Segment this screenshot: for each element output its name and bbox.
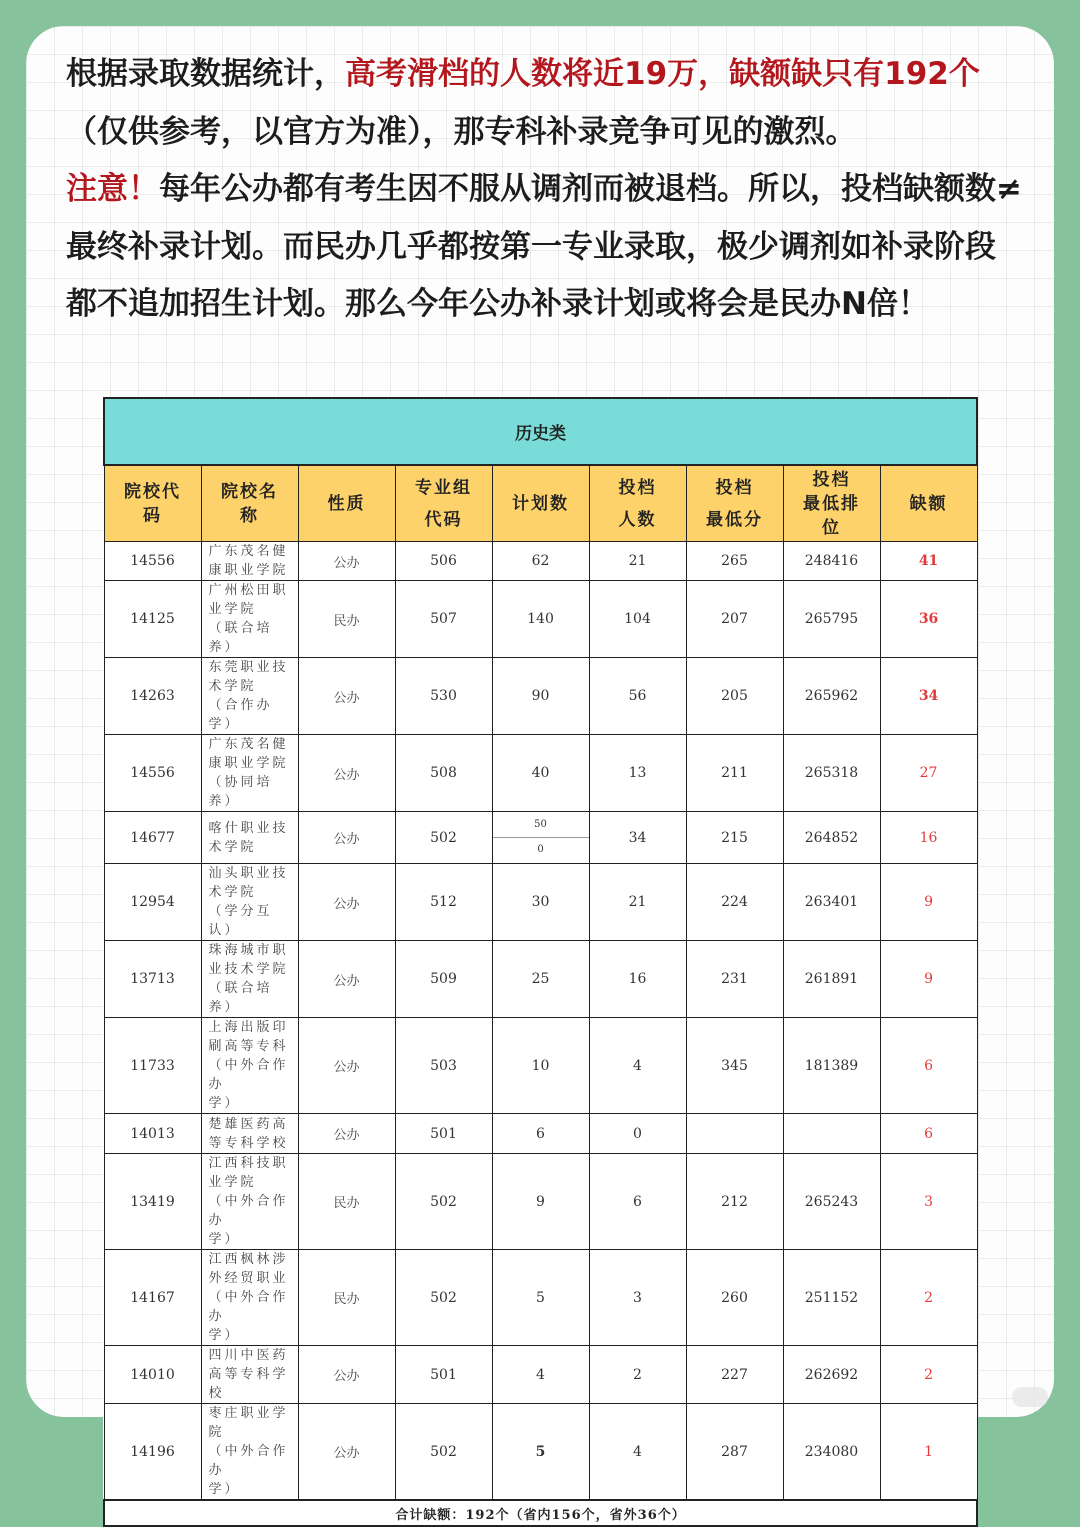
school-name-line: 术学院: [208, 839, 257, 855]
cell-nature: 公办: [298, 735, 395, 812]
cell-group-code: 502: [395, 1154, 492, 1250]
table-row: [104, 1404, 977, 1501]
cell-min-rank: 262692: [783, 1346, 880, 1404]
cell-group-code: 501: [395, 1114, 492, 1154]
cell-min-rank: 248416: [783, 542, 880, 581]
cell-gap: 6: [880, 1018, 977, 1114]
table-row: [104, 658, 977, 735]
cell-admit: 0: [589, 1114, 686, 1154]
header-group: 专业组 代码: [395, 465, 492, 542]
school-name-line: （协同培养）: [208, 775, 273, 809]
table-row: [104, 542, 977, 581]
cell-admit: 2: [589, 1346, 686, 1404]
cell-plan: 10: [492, 1018, 589, 1114]
cell-nature: 公办: [298, 941, 395, 1018]
cell-min-score: 265: [686, 542, 783, 581]
table-row: [104, 864, 977, 941]
cell-plan: 4: [492, 1346, 589, 1404]
school-name-line: 江西枫林涉: [208, 1252, 289, 1267]
cell-gap: 1: [880, 1404, 977, 1501]
school-name-line: 汕头职业技: [208, 866, 289, 881]
intro-p1-highlight: 高考滑档的人数将近19万，缺额缺只有192个: [345, 56, 980, 92]
cell-min-score: 345: [686, 1018, 783, 1114]
school-name-line: （学分互认）: [208, 904, 273, 938]
school-name-line: 术学院: [208, 679, 257, 694]
school-name-line: （合作办学）: [208, 698, 273, 732]
school-name-line: 四川中医药: [208, 1348, 289, 1363]
cell-plan: 62: [492, 542, 589, 581]
cell-code: 11733: [104, 1018, 201, 1114]
school-name-line: 业学院: [208, 602, 257, 617]
header-minrank: 投档 最低排 位: [783, 465, 880, 542]
cell-group-code: 509: [395, 941, 492, 1018]
cell-nature: 公办: [298, 864, 395, 941]
school-name-line: 院: [208, 1425, 225, 1440]
cell-group-code: 502: [395, 1250, 492, 1346]
admission-table: [103, 397, 978, 1527]
cell-code: 14010: [104, 1346, 201, 1404]
intro-text: [66, 46, 1026, 334]
school-name-line: 康职业学院: [208, 563, 289, 578]
intro-paragraph-1: [66, 46, 1026, 161]
cell-gap: 27: [880, 735, 977, 812]
cell-gap: 2: [880, 1346, 977, 1404]
cell-gap: 2: [880, 1250, 977, 1346]
cell-code: 14556: [104, 735, 201, 812]
cell-group-code: 507: [395, 581, 492, 658]
cell-min-rank: 261891: [783, 941, 880, 1018]
cell-nature: 公办: [298, 658, 395, 735]
cell-min-rank: [783, 1114, 880, 1154]
cell-gap: 9: [880, 941, 977, 1018]
watermark-badge: [1012, 1387, 1048, 1407]
cell-nature: 公办: [298, 1404, 395, 1501]
cell-code: 14556: [104, 542, 201, 581]
school-name-line: 广东茂名健: [208, 737, 289, 752]
cell-gap: 9: [880, 864, 977, 941]
cell-code: 14677: [104, 812, 201, 864]
cell-nature: 公办: [298, 542, 395, 581]
school-name-line: （中外合作办: [208, 1194, 289, 1228]
header-admit: 投档 人数: [589, 465, 686, 542]
cell-min-score: 224: [686, 864, 783, 941]
school-name-line: 刷高等专科: [208, 1039, 289, 1054]
cell-min-rank: 234080: [783, 1404, 880, 1501]
intro-p1-a: 根据录取数据统计，: [66, 56, 345, 92]
cell-code: 14196: [104, 1404, 201, 1501]
intro-paragraph-2: [66, 161, 1026, 334]
cell-plan: 6: [492, 1114, 589, 1154]
school-name-line: 喀什职业技: [208, 820, 289, 836]
cell-min-score: 205: [686, 658, 783, 735]
table-total: 合计缺额：192个（省内156个，省外36个）: [104, 1500, 977, 1526]
cell-min-score: [686, 1114, 783, 1154]
cell-min-rank: 181389: [783, 1018, 880, 1114]
cell-code: 14263: [104, 658, 201, 735]
cell-plan: 25: [492, 941, 589, 1018]
cell-min-score: 231: [686, 941, 783, 1018]
cell-admit: 34: [589, 812, 686, 864]
cell-min-score: 287: [686, 1404, 783, 1501]
cell-school-name: [201, 812, 298, 864]
cell-school-name: [201, 1250, 298, 1346]
cell-min-score: 207: [686, 581, 783, 658]
cell-nature: 公办: [298, 1018, 395, 1114]
intro-notice-label: 注意！: [66, 171, 159, 208]
school-name-line: 广州松田职: [208, 583, 289, 598]
table-body: [104, 542, 977, 1501]
cell-school-name: [201, 941, 298, 1018]
cell-group-code: 506: [395, 542, 492, 581]
table-row: [104, 1114, 977, 1154]
table-row: [104, 1154, 977, 1250]
cell-group-code: 503: [395, 1018, 492, 1114]
header-code: 院校代 码: [104, 465, 201, 542]
cell-school-name: [201, 1114, 298, 1154]
intro-p1-c: （仅供参考，以官方为准），那专科补录竞争可见的激烈。: [66, 113, 857, 150]
cell-gap: 36: [880, 581, 977, 658]
cell-min-score: 260: [686, 1250, 783, 1346]
table-row: [104, 1018, 977, 1114]
school-name-line: 校: [208, 1386, 225, 1401]
cell-nature: 民办: [298, 1250, 395, 1346]
cell-gap: 6: [880, 1114, 977, 1154]
cell-admit: 21: [589, 864, 686, 941]
cell-code: 14125: [104, 581, 201, 658]
cell-admit: 6: [589, 1154, 686, 1250]
school-name-line: 术学院: [208, 885, 257, 900]
cell-code: 13713: [104, 941, 201, 1018]
school-name-line: 高等专科学: [208, 1367, 289, 1382]
school-name-line: 康职业学院: [208, 756, 289, 771]
cell-plan: 90: [492, 658, 589, 735]
header-name: 院校名 称: [201, 465, 298, 542]
school-name-line: 楚雄医药高: [208, 1116, 289, 1132]
table-row: [104, 812, 977, 864]
cell-plan: [492, 812, 589, 864]
cell-plan: 40: [492, 735, 589, 812]
school-name-line: 学）: [208, 1232, 241, 1247]
cell-plan: 30: [492, 864, 589, 941]
cell-school-name: [201, 735, 298, 812]
cell-group-code: 502: [395, 812, 492, 864]
cell-min-rank: 263401: [783, 864, 880, 941]
school-name-line: 东莞职业技: [208, 660, 289, 675]
cell-min-rank: 265243: [783, 1154, 880, 1250]
cell-admit: 4: [589, 1018, 686, 1114]
cell-group-code: 501: [395, 1346, 492, 1404]
cell-school-name: [201, 581, 298, 658]
school-name-line: （中外合作办: [208, 1058, 289, 1092]
cell-code: 14013: [104, 1114, 201, 1154]
cell-min-rank: 265318: [783, 735, 880, 812]
cell-plan: 5: [492, 1404, 589, 1501]
cell-min-score: 215: [686, 812, 783, 864]
cell-admit: 104: [589, 581, 686, 658]
cell-min-score: 212: [686, 1154, 783, 1250]
school-name-line: 业学院: [208, 1175, 257, 1190]
table-row: [104, 941, 977, 1018]
school-name-line: 珠海城市职: [208, 943, 289, 958]
table-row: [104, 735, 977, 812]
school-name-line: 枣庄职业学: [208, 1406, 289, 1421]
cell-min-rank: 264852: [783, 812, 880, 864]
header-gap: 缺额: [880, 465, 977, 542]
cell-group-code: 512: [395, 864, 492, 941]
school-name-line: （联合培养）: [208, 981, 273, 1015]
table-header-row: [104, 465, 977, 542]
cell-code: 13419: [104, 1154, 201, 1250]
school-name-line: 学）: [208, 1096, 241, 1111]
table-row: [104, 1250, 977, 1346]
school-name-line: 上海出版印: [208, 1020, 289, 1035]
cell-gap: 3: [880, 1154, 977, 1250]
table-title: 历史类: [104, 398, 977, 465]
cell-admit: 56: [589, 658, 686, 735]
cell-gap: 34: [880, 658, 977, 735]
cell-admit: 4: [589, 1404, 686, 1501]
cell-plan: 140: [492, 581, 589, 658]
cell-school-name: [201, 658, 298, 735]
school-name-line: 学）: [208, 1482, 241, 1497]
school-name-line: 江西科技职: [208, 1156, 289, 1171]
cell-group-code: 530: [395, 658, 492, 735]
table-row: [104, 581, 977, 658]
school-name-line: 学）: [208, 1328, 241, 1343]
cell-school-name: [201, 1346, 298, 1404]
cell-nature: 公办: [298, 1346, 395, 1404]
cell-min-score: 211: [686, 735, 783, 812]
school-name-line: （中外合作办: [208, 1290, 289, 1324]
cell-min-rank: 265962: [783, 658, 880, 735]
cell-code: 14167: [104, 1250, 201, 1346]
cell-admit: 3: [589, 1250, 686, 1346]
cell-nature: 公办: [298, 812, 395, 864]
cell-plan: 5: [492, 1250, 589, 1346]
admission-table-wrap: [103, 397, 978, 1527]
intro-p2-body: 每年公办都有考生因不服从调剂而被退档。所以，投档缺额数≠最终补录计划。而民办几乎都按第一专业录取，极少调剂如补录阶段都不追加招生计划。那么今年公办补录计划或将会是民办N倍！: [66, 171, 1022, 323]
school-name-line: 外经贸职业: [208, 1271, 289, 1286]
cell-nature: 民办: [298, 1154, 395, 1250]
plan-value-a: 50: [534, 819, 547, 830]
cell-group-code: 508: [395, 735, 492, 812]
cell-min-rank: 251152: [783, 1250, 880, 1346]
cell-admit: 13: [589, 735, 686, 812]
content-card: [26, 26, 1054, 1523]
cell-school-name: [201, 1018, 298, 1114]
cell-admit: 21: [589, 542, 686, 581]
cell-admit: 16: [589, 941, 686, 1018]
plan-value-b: 0: [537, 844, 544, 855]
cell-school-name: [201, 1154, 298, 1250]
table-row: [104, 1346, 977, 1404]
cell-min-score: 227: [686, 1346, 783, 1404]
school-name-line: （中外合作办: [208, 1444, 289, 1478]
cell-nature: 民办: [298, 581, 395, 658]
school-name-line: 业技术学院: [208, 962, 289, 977]
cell-code: 12954: [104, 864, 201, 941]
cell-group-code: 502: [395, 1404, 492, 1501]
cell-gap: 16: [880, 812, 977, 864]
cell-school-name: [201, 542, 298, 581]
cell-nature: 公办: [298, 1114, 395, 1154]
cell-plan: 9: [492, 1154, 589, 1250]
school-name-line: （联合培养）: [208, 621, 273, 655]
school-name-line: 广东茂名健: [208, 544, 289, 559]
cell-gap: 41: [880, 542, 977, 581]
school-name-line: 等专科学校: [208, 1135, 289, 1151]
cell-min-rank: 265795: [783, 581, 880, 658]
cell-school-name: [201, 864, 298, 941]
header-nature: 性质: [298, 465, 395, 542]
header-minscore: 投档 最低分: [686, 465, 783, 542]
cell-school-name: [201, 1404, 298, 1501]
header-plan: 计划数: [492, 465, 589, 542]
